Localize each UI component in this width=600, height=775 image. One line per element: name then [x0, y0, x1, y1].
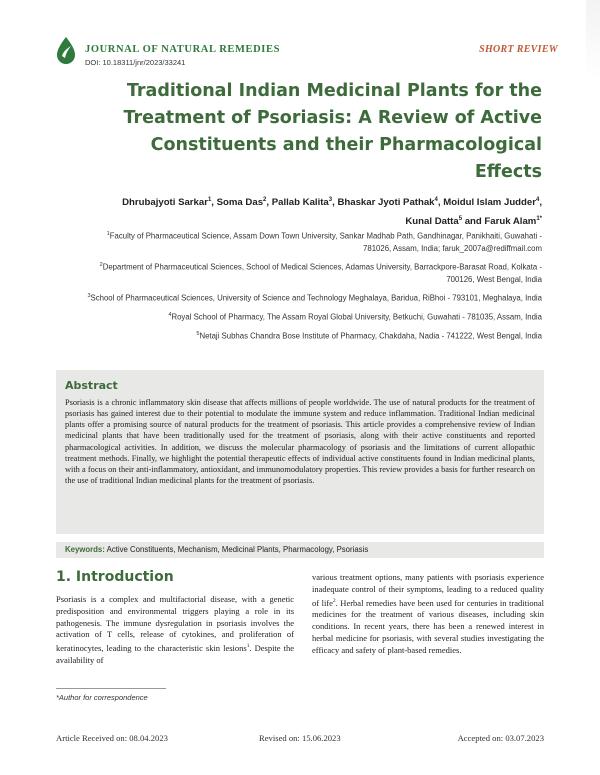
affiliation-item	[80, 290, 542, 305]
section-tag: SHORT REVIEW	[479, 44, 558, 55]
date-accepted: Accepted on: 03.07.2023	[457, 733, 544, 743]
page-edge-shadow	[586, 0, 600, 80]
affiliation-mark: 2	[99, 262, 103, 268]
abstract-text: Psoriasis is a chronic inflammatory skin disease that affects millions of people worldwide. The use of natural products for the treatment of psoriasis has gained interest due to their potential to modulate the immune system and reduce inflammation. Traditional Indian medicinal plants offer a promising source of natural products for the treatment of psoriasis. This article provides a comprehensive review of Indian medicinal plants that have been traditionally used for the treatment of psoriasis, along with their active constituents and reported pharmacological activities. In addition, we discuss the molecular pharmacology of psoriasis and the limitations of current allopathic treatment methods. Finally, we highlight the potential therapeutic effects of individual active constituents found in Indian medicinal plants, with a focus on their anti-inflammatory, antioxidant, and immunomodulatory properties. This review provides a basis for further research on the use of traditional Indian medicinal plants for the treatment of psoriasis.	[65, 398, 535, 486]
author-separator: ,	[266, 197, 272, 209]
affiliation-mark: 4	[168, 311, 172, 318]
author-name: Bhaskar Jyoti Pathak	[337, 197, 435, 209]
author-list	[110, 192, 542, 230]
author-affiliation-mark: 1	[207, 197, 212, 203]
intro-right-text: various treatment options, many patients with psoriasis experience inadequate control of their symptoms, leading to a reduced quality of life	[312, 572, 544, 608]
author-affiliation-mark: 2	[263, 197, 267, 203]
affiliation-text: School of Pharmaceutical Sciences, University of Science and Technology Meghalaya, Baridua, RiBhoi - 793101, Meghalaya, India	[90, 293, 542, 303]
affiliation-text: Faculty of Pharmaceutical Science, Assam Down Town University, Sankar Madhab Path, Gandhinagar, Panikhaiti, Guwahati - 781026, Assam, India; faruk_2007a@rediffmail.com	[109, 231, 542, 253]
affiliation-item	[80, 328, 542, 343]
journal-header	[55, 36, 570, 76]
author-affiliation-mark: 5	[458, 216, 463, 223]
citation-ref[interactable]: 1	[246, 643, 250, 650]
author-name: Moidul Islam Judder	[443, 197, 536, 209]
citation-ref[interactable]: 2	[332, 597, 336, 604]
author-name: Dhrubajyoti Sarkar	[122, 197, 208, 209]
abstract-heading: Abstract	[65, 379, 118, 392]
introduction-heading: 1. Introduction	[56, 569, 174, 585]
affiliation-list	[80, 228, 542, 346]
author-name: Kunal Datta	[405, 216, 459, 228]
affiliation-item	[80, 309, 542, 324]
author-affiliation-mark: 3	[328, 197, 333, 203]
affiliation-item	[80, 259, 542, 286]
author-affiliation-mark: 4	[535, 197, 540, 203]
author-affiliation-mark: 1*	[536, 216, 542, 223]
author-separator: ,	[437, 197, 444, 209]
affiliation-mark: 5	[196, 330, 200, 337]
author-affiliation-mark: 4	[434, 197, 438, 203]
intro-left-column	[56, 594, 294, 667]
article-dates	[56, 733, 544, 745]
keywords-section	[56, 542, 544, 558]
intro-right-column	[312, 572, 544, 656]
affiliation-text: Royal School of Pharmacy, The Assam Royal Global University, Betkuchi, Guwahati - 781035, Assam, India	[171, 312, 542, 322]
correspondence-footnote: *Author for correspondence	[56, 693, 148, 702]
author-name: Faruk Alam	[484, 216, 537, 228]
date-revised: Revised on: 15.06.2023	[259, 733, 341, 743]
author-separator: and	[462, 216, 485, 228]
affiliation-item	[80, 228, 542, 255]
date-received: Article Received on: 08.04.2023	[56, 733, 168, 743]
keywords-text: Active Constituents, Mechanism, Medicinal Plants, Pharmacology, Psoriasis	[106, 545, 369, 554]
article-title: Traditional Indian Medicinal Plants for the Treatment of Psoriasis: A Review of Active Constituents and their Pharmacological Effects	[123, 81, 542, 182]
author-separator: ,	[539, 197, 542, 209]
doi-text[interactable]: DOI: 10.18311/jnr/2023/33241	[85, 58, 186, 67]
intro-left-text: Psoriasis is a complex and multifactorial disease, with a genetic predisposition and environmental triggers playing a role in its pathogenesis. The immune dysregulation in psoriasis involves the activation of T cells, release of cytokines, and proliferation of keratinocytes, leading to the characteristic skin lesions	[56, 594, 294, 654]
intro-right-text-end: . Herbal remedies have been used for centuries in traditional medicines for the treatment of various diseases, including skin conditions. In recent years, there has been a renewed interest in herbal medicine for psoriasis, with several studies investigating the efficacy and safety of plant-based remedies.	[312, 597, 544, 655]
intro-left-text-end: . Despite the availability of	[56, 643, 294, 665]
footnote-divider	[56, 688, 166, 689]
journal-name: JOURNAL OF NATURAL REMEDIES	[85, 44, 281, 55]
affiliation-text: Netaji Subhas Chandra Bose Institute of Pharmacy, Chakdaha, Nadia - 741222, West Bengal, India	[199, 331, 542, 341]
keywords-label: Keywords:	[65, 545, 105, 554]
abstract-section	[56, 370, 544, 534]
leaf-drop-logo-icon	[55, 36, 77, 64]
affiliation-mark: 3	[87, 293, 91, 299]
author-name: Soma Das	[216, 197, 264, 209]
affiliation-text: Department of Pharmaceutical Sciences, School of Medical Sciences, Adamas University, Barrackpore-Barasat Road, Kolkata - 700126, West Bengal, India	[102, 262, 542, 284]
author-separator: ,	[332, 197, 338, 209]
author-separator: ,	[211, 197, 217, 209]
affiliation-mark: 1	[106, 231, 110, 237]
author-name: Pallab Kalita	[271, 197, 329, 209]
